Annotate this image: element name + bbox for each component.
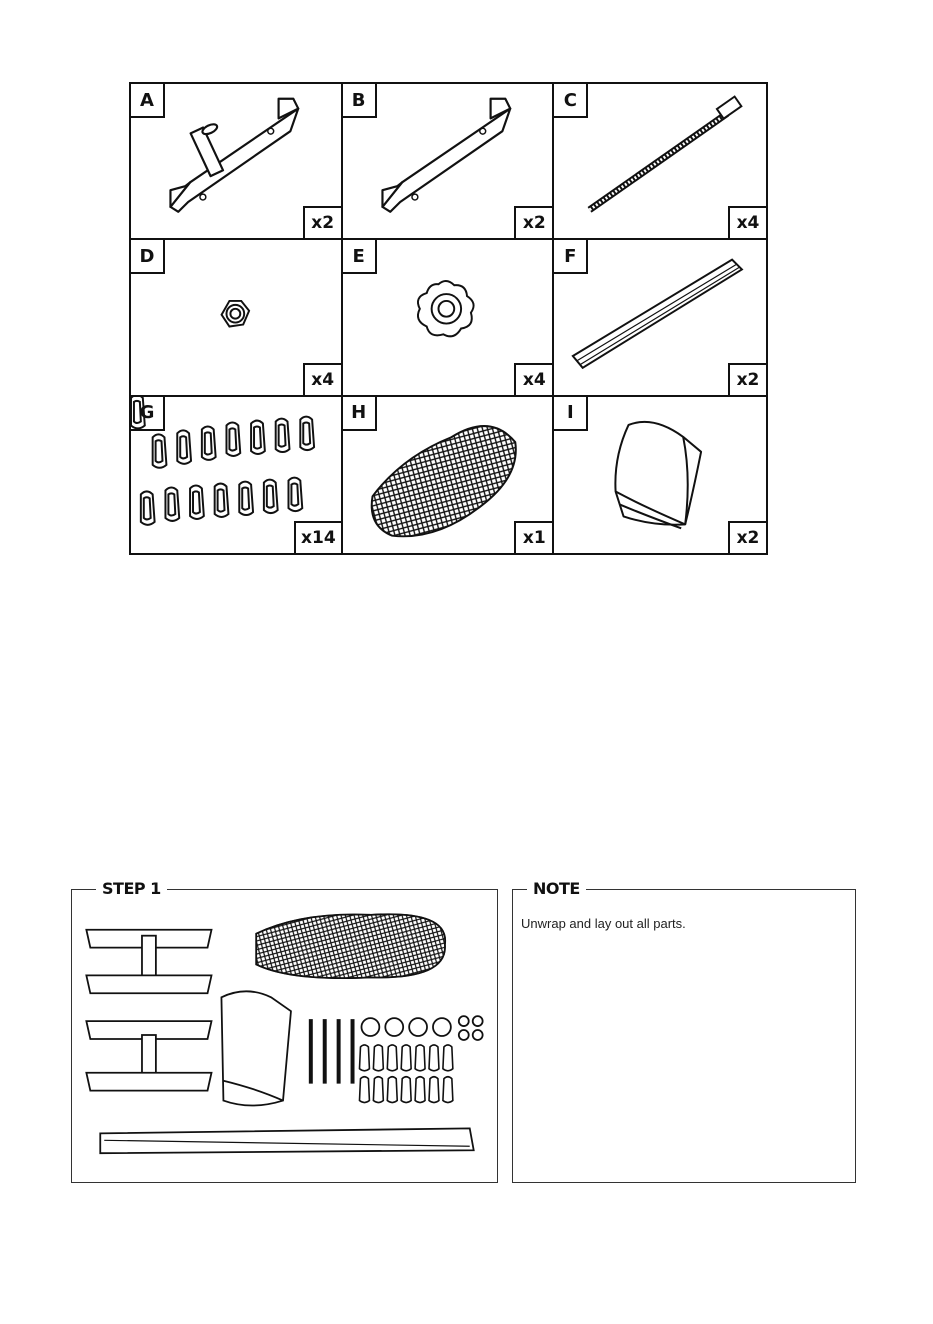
part-quantity: x4 [514, 363, 552, 395]
part-quantity: x4 [303, 363, 341, 395]
part-letter: G [131, 397, 165, 431]
part-quantity: x4 [728, 206, 766, 238]
note-text: Unwrap and lay out all parts. [521, 916, 686, 931]
part-quantity: x14 [294, 521, 341, 553]
note-title: NOTE [527, 879, 586, 898]
part-letter: C [554, 84, 588, 118]
part-letter: D [131, 240, 165, 274]
part-quantity: x1 [514, 521, 552, 553]
part-cell-g [131, 397, 343, 553]
parts-grid [129, 82, 768, 555]
part-cell-f [554, 240, 766, 396]
step-panel [71, 879, 498, 1183]
part-quantity: x2 [514, 206, 552, 238]
part-cell-c [554, 84, 766, 240]
part-cell-h [343, 397, 555, 553]
part-cell-a [131, 84, 343, 240]
part-quantity: x2 [728, 363, 766, 395]
part-letter: B [343, 84, 377, 118]
part-cell-e [343, 240, 555, 396]
note-panel [512, 879, 856, 1183]
step-title: STEP 1 [96, 879, 167, 898]
part-letter: A [131, 84, 165, 118]
part-cell-d [131, 240, 343, 396]
part-letter: I [554, 397, 588, 431]
part-letter: H [343, 397, 377, 431]
part-quantity: x2 [728, 521, 766, 553]
part-letter: E [343, 240, 377, 274]
part-letter: F [554, 240, 588, 274]
part-quantity: x2 [303, 206, 341, 238]
parts-layout-illustration [72, 890, 497, 1182]
part-cell-b [343, 84, 555, 240]
part-cell-i [554, 397, 766, 553]
